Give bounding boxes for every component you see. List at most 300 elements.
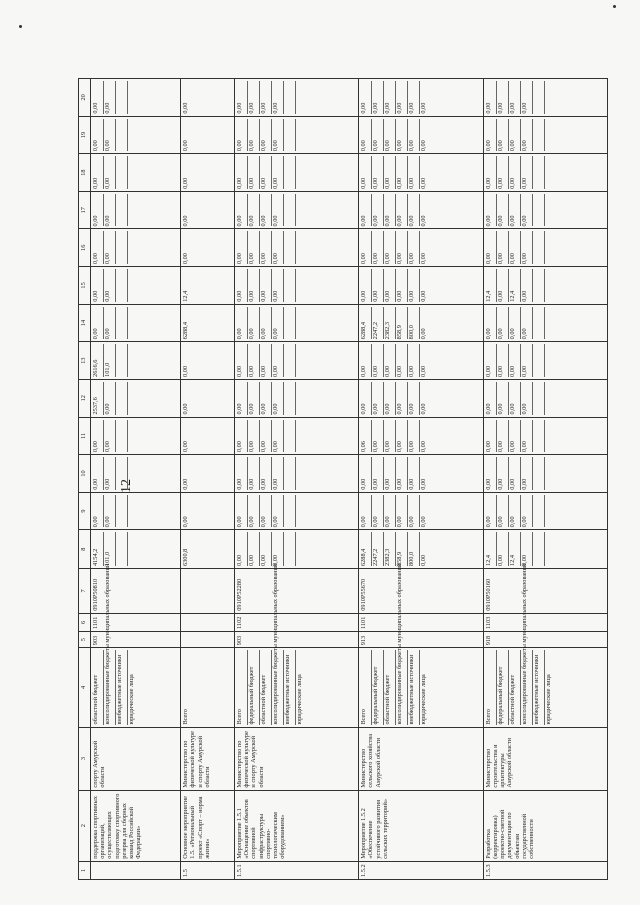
row-number: 1.5.3 bbox=[483, 861, 607, 879]
header-cell: 6 bbox=[79, 613, 91, 631]
value-line: 0,00 bbox=[260, 119, 272, 152]
value-line bbox=[128, 232, 139, 265]
value-line: 0,00 bbox=[182, 403, 190, 415]
value-line: 0,06 bbox=[360, 420, 372, 453]
value-line: 0,00 bbox=[92, 81, 104, 114]
value-line: 0,00 bbox=[497, 81, 509, 114]
value-line: 0,00 bbox=[236, 269, 248, 302]
value-line: 0,00 bbox=[360, 344, 372, 377]
value-cell bbox=[483, 455, 607, 493]
source-line: консолидированные бюджеты муниципальных образований bbox=[521, 650, 533, 724]
value-line: 0,00 bbox=[182, 140, 190, 152]
value-line: 12,4 bbox=[509, 532, 521, 566]
value-line: 0,00 bbox=[104, 382, 116, 415]
value-line bbox=[128, 269, 139, 302]
header-cell: 4 bbox=[79, 648, 91, 727]
value-line: 0,00 bbox=[521, 269, 533, 302]
value-line: 0,00 bbox=[248, 457, 260, 490]
value-line: 101,0 bbox=[104, 344, 116, 377]
value-line: 0,00 bbox=[372, 156, 384, 189]
value-line: 0,00 bbox=[509, 307, 521, 340]
table-row bbox=[234, 79, 358, 880]
value-cell bbox=[483, 154, 607, 192]
value-line: 0,00 bbox=[497, 382, 509, 415]
row-code: 1103 bbox=[483, 613, 607, 631]
value-cell bbox=[181, 417, 235, 455]
value-line: 0,00 bbox=[236, 532, 248, 566]
source-line: внебюджетные источники bbox=[533, 650, 545, 724]
row-code: 903 bbox=[91, 632, 181, 648]
value-cell bbox=[483, 492, 607, 530]
value-cell bbox=[359, 342, 483, 380]
value-line: 0,00 bbox=[497, 194, 509, 227]
value-line: 0,00 bbox=[372, 420, 384, 453]
value-line bbox=[116, 532, 128, 566]
value-line: 0,00 bbox=[92, 156, 104, 189]
value-line bbox=[545, 194, 556, 227]
value-line: 0,00 bbox=[104, 495, 116, 528]
source-line: Всего bbox=[485, 650, 497, 724]
value-cell bbox=[91, 79, 181, 117]
value-line bbox=[116, 232, 128, 265]
value-line bbox=[296, 156, 307, 189]
value-line: 0,00 bbox=[272, 532, 284, 566]
value-line: 0,00 bbox=[182, 441, 190, 453]
source-line: федеральный бюджет bbox=[248, 650, 260, 724]
source-line: юридические лица bbox=[128, 674, 135, 725]
value-line: 0,00 bbox=[372, 232, 384, 265]
value-line: 2616,6 bbox=[92, 344, 104, 377]
value-line: 0,00 bbox=[92, 119, 104, 152]
value-line: 0,00 bbox=[408, 457, 420, 490]
row-number bbox=[91, 861, 181, 879]
value-cell bbox=[181, 79, 235, 117]
value-line: 0,00 bbox=[360, 194, 372, 227]
value-line: 0,00 bbox=[509, 457, 521, 490]
value-line: 0,00 bbox=[248, 156, 260, 189]
row-name: Мероприятие 1.5.2 «Обеспечение устойчивого развития сельских территорий» bbox=[359, 790, 483, 861]
source-line: юридические лица bbox=[295, 674, 303, 725]
value-cell bbox=[234, 492, 358, 530]
value-line: 0,00 bbox=[396, 194, 408, 227]
value-line: 0,00 bbox=[272, 81, 284, 114]
header-cell: 13 bbox=[79, 342, 91, 380]
header-cell: 8 bbox=[79, 530, 91, 569]
value-line: 0,00 bbox=[509, 420, 521, 453]
header-cell: 16 bbox=[79, 229, 91, 267]
value-line: 0,00 bbox=[260, 495, 272, 528]
row-code bbox=[181, 632, 235, 648]
value-line bbox=[128, 382, 139, 415]
value-line bbox=[284, 156, 296, 189]
value-line bbox=[545, 532, 556, 566]
value-line: 0,00 bbox=[384, 156, 396, 189]
source-line: внебюджетные источники bbox=[116, 650, 128, 724]
value-line: 0,00 bbox=[420, 140, 428, 152]
value-line bbox=[128, 457, 139, 490]
source-line: областной бюджет bbox=[384, 650, 396, 724]
value-line: 0,00 bbox=[384, 420, 396, 453]
value-line: 0,00 bbox=[420, 365, 428, 377]
value-line bbox=[296, 457, 307, 490]
value-line: 0,00 bbox=[408, 156, 420, 189]
value-line: 0,00 bbox=[485, 457, 497, 490]
value-line: 0,00 bbox=[420, 102, 428, 114]
value-cell bbox=[91, 154, 181, 192]
value-line bbox=[533, 495, 545, 528]
value-cell bbox=[181, 191, 235, 229]
value-line: 0,00 bbox=[497, 457, 509, 490]
value-line bbox=[128, 156, 139, 189]
value-line: 0,00 bbox=[420, 441, 428, 453]
value-line: 0,00 bbox=[485, 382, 497, 415]
value-line bbox=[116, 457, 128, 490]
value-line bbox=[545, 420, 556, 453]
value-cell bbox=[91, 530, 181, 569]
header-cell: 19 bbox=[79, 116, 91, 154]
value-line bbox=[296, 495, 307, 528]
value-line: 0,00 bbox=[360, 269, 372, 302]
value-line: 0,00 bbox=[396, 156, 408, 189]
row-name: Мероприятие 1.5.1 «Оснащение объектов спортивной инфраструктуры спортивно-технологическим оборудованием» bbox=[234, 790, 358, 861]
value-line: 0,00 bbox=[260, 382, 272, 415]
value-line: 0,00 bbox=[497, 420, 509, 453]
value-line: 6288,4 bbox=[360, 307, 372, 340]
budget-table bbox=[78, 78, 608, 880]
value-cell bbox=[359, 154, 483, 192]
value-line: 2382,3 bbox=[384, 307, 396, 340]
value-cell bbox=[234, 267, 358, 305]
value-line: 0,00 bbox=[236, 194, 248, 227]
value-cell bbox=[181, 229, 235, 267]
source-line: юридические лица bbox=[544, 674, 552, 725]
source-line: областной бюджет bbox=[92, 650, 104, 724]
value-line: 0,00 bbox=[420, 328, 428, 340]
value-line: 2537,6 bbox=[92, 382, 104, 415]
value-line: 858,9 bbox=[396, 532, 408, 566]
value-line: 0,00 bbox=[396, 269, 408, 302]
value-line: 0,00 bbox=[182, 516, 190, 528]
value-line: 0,00 bbox=[521, 344, 533, 377]
value-line bbox=[296, 307, 307, 340]
value-line: 0,00 bbox=[104, 457, 116, 490]
source-line: юридические лица bbox=[420, 674, 428, 725]
value-cell bbox=[91, 342, 181, 380]
value-line bbox=[296, 420, 307, 453]
value-line: 0,00 bbox=[396, 382, 408, 415]
value-line: 0,00 bbox=[104, 307, 116, 340]
value-line: 0,00 bbox=[408, 119, 420, 152]
value-line: 0,00 bbox=[396, 232, 408, 265]
value-line bbox=[296, 269, 307, 302]
value-line: 0,00 bbox=[521, 232, 533, 265]
value-line: 0,00 bbox=[396, 81, 408, 114]
value-line: 0,00 bbox=[497, 532, 509, 566]
source-line: консолидированные бюджеты муниципальных образований bbox=[104, 650, 116, 724]
row-name: поддержка спортивных организаций, осуществляющих подготовку спортивного резерва для сборных команд Российской Федерации» bbox=[91, 790, 181, 861]
value-line: 0,00 bbox=[248, 232, 260, 265]
value-cell bbox=[483, 342, 607, 380]
value-line: 101,0 bbox=[104, 532, 116, 566]
value-line: 0,00 bbox=[408, 344, 420, 377]
value-cell bbox=[91, 116, 181, 154]
value-line: 0,00 bbox=[372, 81, 384, 114]
value-line: 0,00 bbox=[272, 156, 284, 189]
value-line: 858,9 bbox=[396, 307, 408, 340]
value-cell bbox=[483, 79, 607, 117]
value-cell bbox=[359, 530, 483, 569]
value-line bbox=[128, 420, 139, 453]
header-cell: 9 bbox=[79, 492, 91, 530]
table-row bbox=[359, 79, 483, 880]
value-line bbox=[284, 81, 296, 114]
value-line bbox=[284, 307, 296, 340]
value-line: 0,00 bbox=[272, 269, 284, 302]
value-cell bbox=[483, 530, 607, 569]
value-line: 0,00 bbox=[485, 307, 497, 340]
value-line bbox=[533, 420, 545, 453]
value-cell bbox=[181, 304, 235, 342]
value-line: 0,00 bbox=[360, 81, 372, 114]
value-line: 800,0 bbox=[408, 532, 420, 566]
value-line: 0,00 bbox=[272, 119, 284, 152]
value-cell bbox=[234, 79, 358, 117]
value-line: 0,00 bbox=[396, 420, 408, 453]
source-line: федеральный бюджет bbox=[497, 650, 509, 724]
value-line bbox=[296, 119, 307, 152]
value-line: 0,00 bbox=[372, 269, 384, 302]
value-line bbox=[116, 156, 128, 189]
value-line: 0,00 bbox=[384, 119, 396, 152]
value-line: 0,00 bbox=[485, 344, 497, 377]
row-code: 1102 bbox=[234, 613, 358, 631]
value-line: 0,00 bbox=[408, 81, 420, 114]
value-line: 0,00 bbox=[360, 232, 372, 265]
value-cell bbox=[181, 154, 235, 192]
value-line bbox=[128, 532, 139, 566]
value-line: 12,4 bbox=[485, 269, 497, 302]
value-line: 0,00 bbox=[182, 215, 190, 227]
value-line: 0,00 bbox=[396, 344, 408, 377]
value-line: 0,00 bbox=[260, 194, 272, 227]
value-line: 0,00 bbox=[92, 420, 104, 453]
value-line: 800,0 bbox=[408, 307, 420, 340]
source-line: консолидированные бюджеты муниципальных образований bbox=[272, 650, 284, 724]
value-cell bbox=[483, 229, 607, 267]
value-line: 0,00 bbox=[360, 156, 372, 189]
page-number: 12 bbox=[119, 479, 134, 493]
row-name: Основное мероприятие 1.5. «Региональный проект «Спорт – норма жизни» bbox=[181, 790, 235, 861]
row-code: 0910P50160 bbox=[483, 569, 607, 614]
value-line: 0,00 bbox=[260, 420, 272, 453]
value-line: 0,00 bbox=[372, 457, 384, 490]
value-line: 0,00 bbox=[260, 532, 272, 566]
value-line: 0,00 bbox=[104, 269, 116, 302]
value-line bbox=[128, 307, 139, 340]
value-cell bbox=[483, 116, 607, 154]
value-line: 0,00 bbox=[384, 194, 396, 227]
row-code: 0910P52280 bbox=[234, 569, 358, 614]
value-line bbox=[545, 307, 556, 340]
value-line: 12,4 bbox=[182, 290, 190, 302]
value-cell bbox=[91, 304, 181, 342]
value-line bbox=[116, 344, 128, 377]
value-line: 0,00 bbox=[497, 232, 509, 265]
header-cell: 18 bbox=[79, 154, 91, 192]
source-line: областной бюджет bbox=[260, 650, 272, 724]
value-cell bbox=[91, 417, 181, 455]
value-line: 0,00 bbox=[396, 119, 408, 152]
value-line: 0,00 bbox=[260, 156, 272, 189]
source-line: внебюджетные источники bbox=[408, 650, 420, 724]
value-line bbox=[533, 382, 545, 415]
header-cell: 17 bbox=[79, 191, 91, 229]
value-line: 0,00 bbox=[509, 119, 521, 152]
value-line: 0,00 bbox=[509, 382, 521, 415]
source-line: внебюджетные источники bbox=[284, 650, 296, 724]
value-line bbox=[116, 194, 128, 227]
value-cell bbox=[234, 116, 358, 154]
value-line: 0,00 bbox=[182, 365, 190, 377]
rotated-table-frame bbox=[78, 78, 608, 880]
row-code: 913 bbox=[359, 632, 483, 648]
value-cell bbox=[91, 379, 181, 417]
value-line bbox=[545, 232, 556, 265]
value-line: 6288,4 bbox=[182, 322, 190, 340]
value-line: 0,00 bbox=[408, 232, 420, 265]
value-line: 0,00 bbox=[420, 290, 428, 302]
value-line bbox=[116, 81, 128, 114]
value-line: 0,00 bbox=[396, 457, 408, 490]
value-line: 2247,2 bbox=[372, 307, 384, 340]
value-line: 0,00 bbox=[236, 119, 248, 152]
value-cell bbox=[359, 492, 483, 530]
value-line: 0,00 bbox=[485, 420, 497, 453]
value-line bbox=[116, 119, 128, 152]
value-line: 0,00 bbox=[272, 194, 284, 227]
value-line: 0,00 bbox=[509, 495, 521, 528]
value-line: 0,00 bbox=[104, 119, 116, 152]
source-line: Всего bbox=[360, 650, 372, 724]
value-line bbox=[296, 344, 307, 377]
value-line: 0,00 bbox=[92, 269, 104, 302]
value-line bbox=[128, 344, 139, 377]
value-line: 0,00 bbox=[360, 457, 372, 490]
value-cell bbox=[359, 116, 483, 154]
value-line: 0,00 bbox=[248, 382, 260, 415]
value-cell bbox=[91, 191, 181, 229]
value-cell bbox=[483, 267, 607, 305]
value-line: 0,00 bbox=[272, 495, 284, 528]
value-cell bbox=[359, 379, 483, 417]
source-line: Всего bbox=[182, 709, 190, 725]
value-line: 0,00 bbox=[260, 344, 272, 377]
value-cell bbox=[234, 229, 358, 267]
value-cell bbox=[181, 492, 235, 530]
value-line: 0,00 bbox=[497, 307, 509, 340]
value-line bbox=[533, 119, 545, 152]
value-line: 0,00 bbox=[384, 269, 396, 302]
value-line: 0,00 bbox=[236, 495, 248, 528]
table-row bbox=[181, 79, 235, 880]
row-sources bbox=[181, 648, 235, 727]
value-cell bbox=[483, 304, 607, 342]
row-code bbox=[181, 569, 235, 614]
row-code: 0910P50810 bbox=[91, 569, 181, 614]
value-line: 0,00 bbox=[372, 495, 384, 528]
value-line: 0,00 bbox=[272, 457, 284, 490]
value-line: 0,00 bbox=[236, 382, 248, 415]
value-line: 0,00 bbox=[408, 269, 420, 302]
value-line bbox=[545, 156, 556, 189]
value-line bbox=[545, 457, 556, 490]
value-line bbox=[284, 194, 296, 227]
value-line: 0,00 bbox=[521, 156, 533, 189]
value-line bbox=[284, 532, 296, 566]
value-line: 6300,8 bbox=[182, 548, 190, 566]
value-line: 0,00 bbox=[272, 344, 284, 377]
row-executor: спорту Амурской области bbox=[91, 727, 181, 790]
value-line: 0,00 bbox=[182, 478, 190, 490]
value-cell bbox=[181, 116, 235, 154]
value-line: 0,00 bbox=[372, 194, 384, 227]
value-line: 0,00 bbox=[521, 119, 533, 152]
value-line: 0,00 bbox=[408, 420, 420, 453]
value-cell bbox=[181, 455, 235, 493]
value-cell bbox=[359, 304, 483, 342]
value-line: 0,00 bbox=[408, 495, 420, 528]
header-cell: 14 bbox=[79, 304, 91, 342]
value-cell bbox=[234, 154, 358, 192]
value-line bbox=[545, 495, 556, 528]
value-line: 0,00 bbox=[260, 307, 272, 340]
value-cell bbox=[234, 530, 358, 569]
value-line: 0,00 bbox=[360, 495, 372, 528]
value-line: 0,00 bbox=[521, 307, 533, 340]
value-cell bbox=[91, 455, 181, 493]
scan-speck bbox=[613, 5, 616, 8]
value-line: 0,00 bbox=[248, 420, 260, 453]
value-cell bbox=[359, 455, 483, 493]
table-row bbox=[483, 79, 607, 880]
value-line: 0,00 bbox=[420, 478, 428, 490]
value-line: 2382,3 bbox=[384, 532, 396, 566]
value-line: 0,00 bbox=[521, 495, 533, 528]
header-cell: 12 bbox=[79, 379, 91, 417]
value-line: 0,00 bbox=[509, 156, 521, 189]
source-line: Всего bbox=[236, 650, 248, 724]
value-line bbox=[128, 495, 139, 528]
value-line: 0,00 bbox=[420, 215, 428, 227]
value-line: 0,00 bbox=[509, 81, 521, 114]
value-line: 0,00 bbox=[182, 177, 190, 189]
value-line: 0,00 bbox=[485, 119, 497, 152]
value-cell bbox=[181, 267, 235, 305]
value-cell bbox=[483, 379, 607, 417]
value-line bbox=[533, 344, 545, 377]
value-line: 6288,4 bbox=[360, 532, 372, 566]
value-line: 0,00 bbox=[485, 81, 497, 114]
value-line bbox=[545, 269, 556, 302]
value-line bbox=[284, 457, 296, 490]
source-line: консолидированные бюджеты муниципальных образований bbox=[396, 650, 408, 724]
value-line bbox=[533, 156, 545, 189]
value-line: 0,00 bbox=[182, 253, 190, 265]
value-cell bbox=[181, 379, 235, 417]
value-line bbox=[284, 344, 296, 377]
value-line bbox=[128, 194, 139, 227]
value-line: 0,00 bbox=[497, 269, 509, 302]
